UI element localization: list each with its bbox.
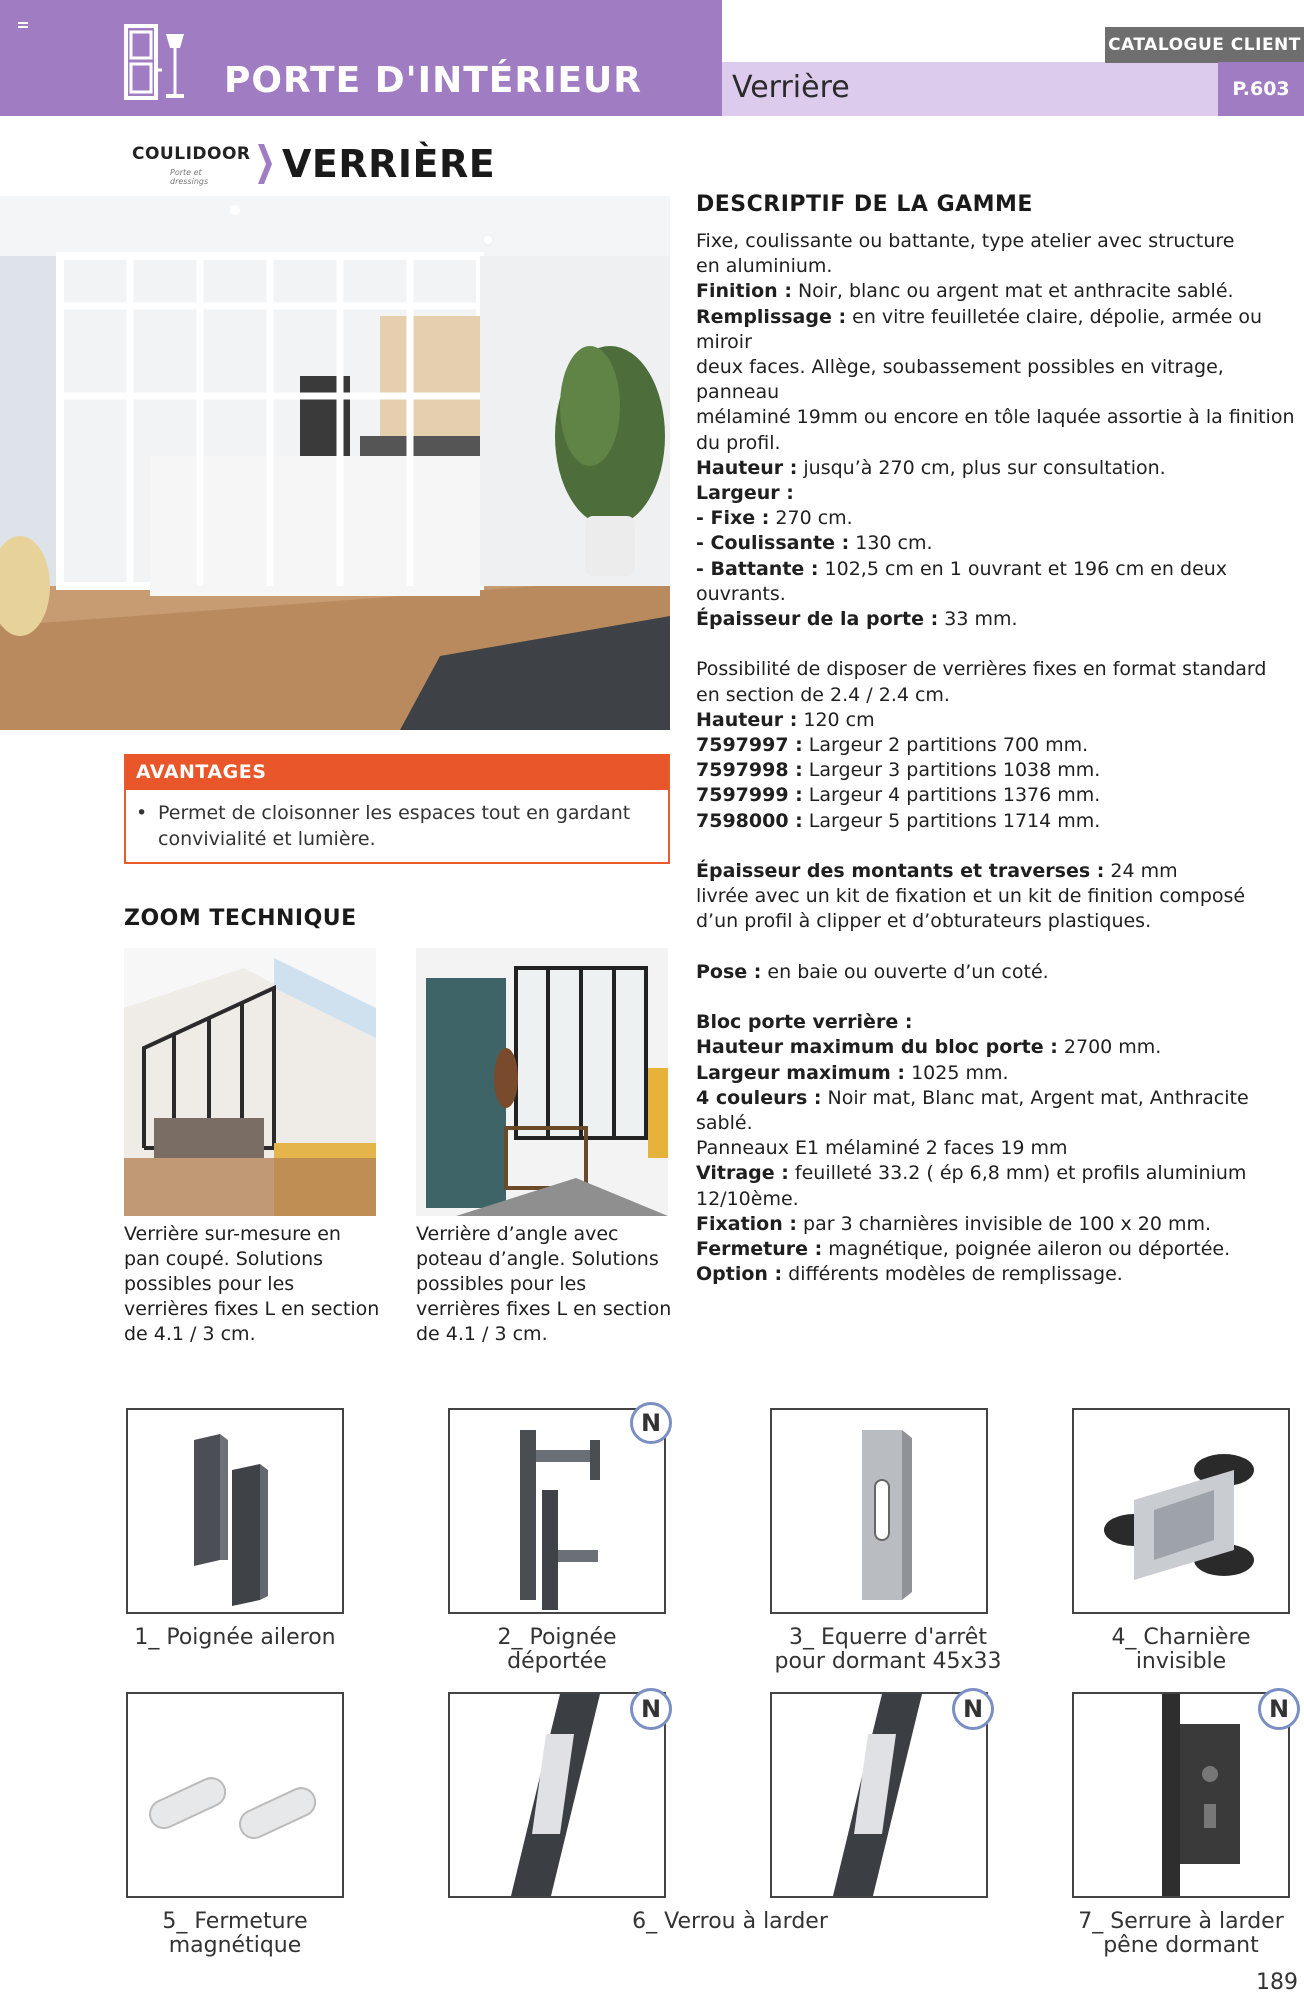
desc-line: du profil. xyxy=(696,431,781,454)
desc-line xyxy=(696,960,1300,985)
accessory-caption-5 xyxy=(110,1910,360,1958)
accessory-label: 4_ Charnière xyxy=(1111,1625,1251,1650)
handle-deportee-icon xyxy=(450,1410,666,1614)
subtitle-bar xyxy=(722,62,1218,116)
desc-line xyxy=(696,279,1300,304)
photo-verriere-angle xyxy=(416,948,668,1216)
sub-title: Verrière xyxy=(732,70,850,105)
zoom-caption-1: Verrière sur-mesure en pan coupé. Solutions possibles pour les verrières fixes L en section de 4.1 / 3 cm. xyxy=(124,1223,380,1345)
zoom-caption-2: Verrière d’angle avec poteau d’angle. Solutions possibles pour les verrières fixes L en section de 4.1 / 3 cm. xyxy=(416,1223,672,1345)
desc-line xyxy=(696,456,1300,481)
desc-value: Noir, blanc ou argent mat et anthracite sablé. xyxy=(791,280,1234,303)
accessory-image-6 xyxy=(448,1692,666,1898)
accessory-image-3 xyxy=(770,1408,988,1614)
bolt-lock-icon xyxy=(450,1694,666,1898)
accessory-label: déportée xyxy=(507,1649,607,1674)
desc-line: mélaminé 19mm ou encore en tôle laquée assortie à la finition xyxy=(696,406,1295,429)
accessory-caption-3 xyxy=(754,1626,1022,1674)
new-badge: N xyxy=(630,1688,672,1730)
desc-line xyxy=(696,708,1300,733)
desc-line: Fixe, coulissante ou battante, type atelier avec structure xyxy=(696,230,1235,252)
ref-code: 7597998 : xyxy=(696,759,803,782)
desc-value: 270 cm. xyxy=(769,507,853,530)
chevron-right-icon xyxy=(258,144,272,184)
desc-value: 1025 mm. xyxy=(905,1061,1009,1084)
desc-label: - Fixe : xyxy=(696,507,770,530)
desc-line xyxy=(696,557,1300,607)
ref-line xyxy=(696,809,1300,834)
desc-line: 12/10ème. xyxy=(696,1187,799,1210)
advantage-item xyxy=(126,790,668,852)
accessory-caption-1 xyxy=(110,1626,360,1650)
desc-line xyxy=(696,1237,1300,1262)
desc-label: Vitrage : xyxy=(696,1162,789,1185)
desc-label: Largeur : xyxy=(696,482,794,505)
desc-line xyxy=(696,607,1300,632)
desc-value: 2700 mm. xyxy=(1057,1036,1162,1059)
desc-line: d’un profil à clipper et d’obturateurs plastiques. xyxy=(696,910,1152,933)
page-number: 189 xyxy=(1256,1970,1298,1995)
new-badge: N xyxy=(952,1688,994,1730)
desc-value: jusqu’à 270 cm, plus sur consultation. xyxy=(797,456,1166,479)
desc-value: 120 cm xyxy=(797,708,875,731)
desc-value: par 3 charnières invisible de 100 x 20 mm. xyxy=(796,1212,1212,1235)
desc-line xyxy=(696,859,1300,884)
desc-line xyxy=(696,1061,1300,1086)
desc-label: Fermeture : xyxy=(696,1238,823,1261)
ref-text: Largeur 4 partitions 1376 mm. xyxy=(802,784,1101,807)
hero-photo-interior-verriere xyxy=(0,196,670,730)
desc-label: Option : xyxy=(696,1263,783,1286)
desc-value: magnétique, poignée aileron ou déportée. xyxy=(822,1238,1231,1261)
page-title: VERRIÈRE xyxy=(282,142,496,186)
desc-label: Hauteur maximum du bloc porte : xyxy=(696,1036,1058,1059)
desc-value: 130 cm. xyxy=(849,532,933,555)
desc-line xyxy=(696,1010,1300,1035)
accessory-image-1 xyxy=(126,1408,344,1614)
ref-line xyxy=(696,758,1300,783)
desc-line xyxy=(696,1212,1300,1237)
accessory-caption-6 xyxy=(560,1910,900,1934)
accessory-label: pour dormant 45x33 xyxy=(774,1649,1002,1674)
advantage-text: Permet de cloisonner les espaces tout en gardant convivialité et lumière. xyxy=(158,802,631,850)
description-heading: DESCRIPTIF DE LA GAMME xyxy=(696,192,1033,217)
advantages-heading: AVANTAGES xyxy=(126,754,668,790)
accessory-image-6b xyxy=(770,1692,988,1898)
desc-line xyxy=(696,1262,1300,1287)
brand-tagline: Porte et dressings xyxy=(170,168,209,186)
ref-code: 7598000 : xyxy=(696,809,803,832)
desc-label: Remplissage : xyxy=(696,305,847,328)
desc-line: livrée avec un kit de fixation et un kit de finition composé xyxy=(696,885,1246,908)
desc-line xyxy=(696,305,1300,355)
accessory-label: 1_ Poignée aileron xyxy=(134,1625,336,1650)
new-badge: N xyxy=(630,1402,672,1444)
desc-label: Fixation : xyxy=(696,1212,797,1235)
desc-line: en section de 2.4 / 2.4 cm. xyxy=(696,683,950,706)
accessory-label: 7_ Serrure à larder xyxy=(1078,1909,1284,1934)
page-reference: P.603 xyxy=(1218,62,1304,116)
ref-line xyxy=(696,733,1300,758)
accessory-label: 2_ Poignée xyxy=(497,1625,617,1650)
desc-label: Finition : xyxy=(696,280,792,303)
accessory-label: magnétique xyxy=(168,1933,302,1958)
section-title: PORTE D'INTÉRIEUR xyxy=(224,60,643,101)
catalog-label: CATALOGUE CLIENT xyxy=(1105,27,1304,63)
bullet-icon: • xyxy=(136,802,148,824)
bolt-lock-icon xyxy=(772,1694,988,1898)
description-body xyxy=(696,229,1300,1287)
desc-label: Épaisseur des montants et traverses : xyxy=(696,860,1105,883)
hinge-icon xyxy=(1074,1410,1290,1614)
zoom-heading: ZOOM TECHNIQUE xyxy=(124,906,357,931)
desc-value: 102,5 cm en 1 ouvrant et 196 cm en deux ouvrants. xyxy=(696,557,1228,605)
desc-line xyxy=(696,1035,1300,1060)
desc-label: Hauteur : xyxy=(696,456,798,479)
desc-value: 33 mm. xyxy=(938,608,1018,631)
desc-line: deux faces. Allège, soubassement possibles en vitrage, panneau xyxy=(696,356,1224,404)
desc-label: - Battante : xyxy=(696,557,819,580)
desc-line xyxy=(696,1086,1300,1136)
desc-label: Pose : xyxy=(696,960,762,983)
magnet-icon xyxy=(128,1694,344,1898)
ref-code: 7597997 : xyxy=(696,734,803,757)
desc-line xyxy=(696,506,1300,531)
accessory-caption-7 xyxy=(1056,1910,1304,1958)
accessory-caption-2 xyxy=(432,1626,682,1674)
desc-label: - Coulissante : xyxy=(696,532,850,555)
mortise-lock-icon xyxy=(1074,1694,1290,1898)
brand-name: COULIDOOR xyxy=(132,144,251,164)
desc-label: Largeur maximum : xyxy=(696,1061,906,1084)
desc-value: Noir mat, Blanc mat, Argent mat, Anthracite sablé. xyxy=(696,1086,1249,1135)
accessory-label: pêne dormant xyxy=(1103,1933,1259,1958)
desc-label: Épaisseur de la porte : xyxy=(696,608,939,631)
equerre-icon xyxy=(772,1410,988,1614)
accessory-image-2 xyxy=(448,1408,666,1614)
advantages-box xyxy=(124,754,670,864)
desc-line xyxy=(696,1161,1300,1186)
photo-verriere-pan-coupe xyxy=(124,948,376,1216)
handle-aileron-icon xyxy=(128,1410,344,1614)
ref-text: Largeur 5 partitions 1714 mm. xyxy=(802,809,1101,832)
desc-line: en aluminium. xyxy=(696,255,833,278)
accessory-image-4 xyxy=(1072,1408,1290,1614)
desc-line: Panneaux E1 mélaminé 2 faces 19 mm xyxy=(696,1137,1068,1160)
ref-code: 7597999 : xyxy=(696,784,803,807)
desc-line: Possibilité de disposer de verrières fixes en format standard xyxy=(696,658,1267,681)
accessory-label: 3_ Equerre d'arrêt xyxy=(789,1625,987,1650)
door-lamp-icon xyxy=(122,24,190,100)
header-banner xyxy=(0,0,722,116)
desc-line xyxy=(696,481,1300,506)
desc-label: Hauteur : xyxy=(696,708,798,731)
accessory-image-5 xyxy=(126,1692,344,1898)
desc-value: en baie ou ouverte d’un coté. xyxy=(761,960,1049,983)
menu-icon xyxy=(18,22,28,28)
ref-text: Largeur 2 partitions 700 mm. xyxy=(802,734,1089,757)
desc-label: Bloc porte verrière : xyxy=(696,1011,913,1034)
desc-value: 24 mm xyxy=(1104,860,1178,883)
desc-value: différents modèles de remplissage. xyxy=(782,1263,1123,1286)
new-badge: N xyxy=(1258,1688,1300,1730)
accessory-image-7 xyxy=(1072,1692,1290,1898)
accessory-label: invisible xyxy=(1135,1649,1227,1674)
brand-logo xyxy=(132,144,251,190)
desc-value: en vitre feuilletée claire, dépolie, armée ou miroir xyxy=(696,305,1263,353)
accessory-caption-4 xyxy=(1056,1626,1304,1674)
desc-label: 4 couleurs : xyxy=(696,1086,822,1109)
accessory-label: 5_ Fermeture xyxy=(162,1909,308,1934)
ref-line xyxy=(696,783,1300,808)
accessory-label: 6_ Verrou à larder xyxy=(632,1909,828,1934)
desc-value: feuilleté 33.2 ( ép 6,8 mm) et profils aluminium xyxy=(788,1162,1247,1185)
desc-line xyxy=(696,531,1300,556)
ref-text: Largeur 3 partitions 1038 mm. xyxy=(802,759,1101,782)
